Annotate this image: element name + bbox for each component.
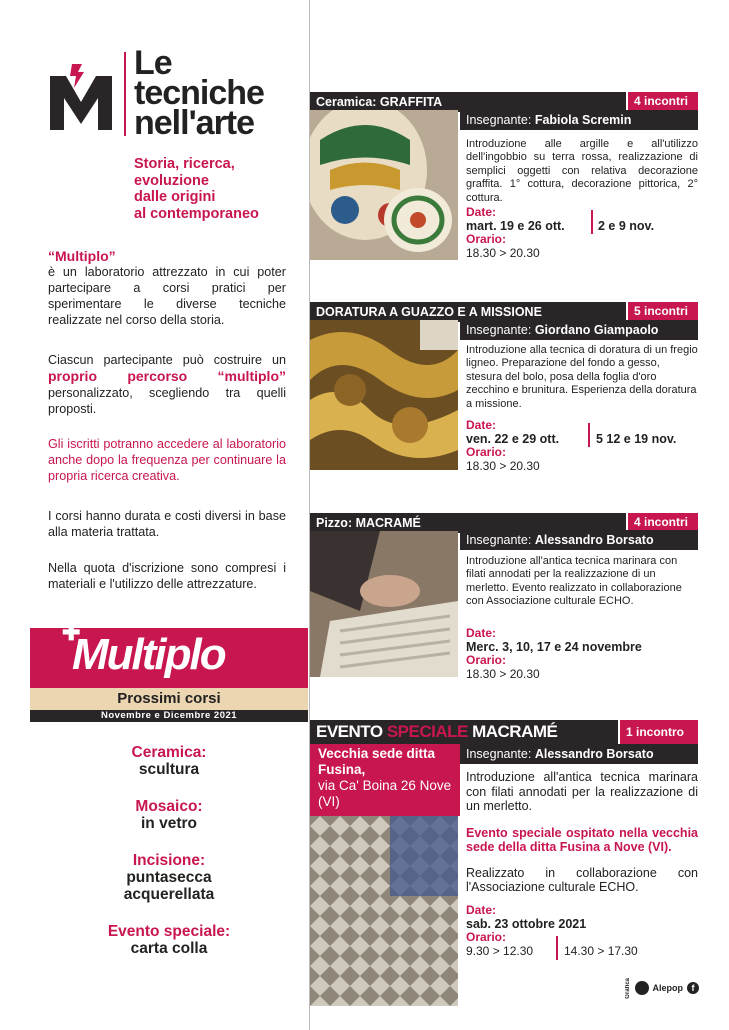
macrame-photo (310, 531, 458, 677)
course-description: Introduzione all'antica tecnica marinara con filati annodati per la realizzazione di un merletto. Evento realizzato in collaborazione con Associazione culturale ECHO. (466, 555, 682, 608)
course-time: 18.30 > 20.30 (466, 459, 540, 473)
event-date: sab. 23 ottobre 2021 (466, 917, 587, 931)
list-item: Incisione: puntasecca acquerellata (123, 852, 215, 903)
course-dates: ven. 22 e 29 ott. (466, 432, 560, 446)
course-title: Ceramica: GRAFFITA (310, 92, 626, 112)
intro-paragraph-3: Gli iscritti potranno accedere al laboratorio anche dopo la frequenza per continuare la propria ricerca creativa. (48, 437, 286, 483)
event-description-2: Realizzato in collaborazione con l'Associazione culturale ECHO. (466, 866, 698, 894)
next-courses-label: Prossimi corsi (30, 688, 308, 710)
date-label: Date: (466, 626, 497, 640)
course-title: Pizzo: MACRAMÉ (310, 513, 626, 533)
course-description: Introduzione alle argille e all'utilizzo dell'ingobbio su terra rossa, realizzazione di semplici oggetti con relativa decorazione graffita. 1° cottura, decorazione pittorica, 2° cottura. (466, 138, 698, 204)
doratura-photo (310, 320, 458, 470)
course-dates-2: 5 12 e 19 nov. (596, 432, 677, 446)
list-item: Ceramica: scultura (131, 744, 207, 778)
logo-subtitle: Storia, ricerca, evoluzione dalle origini al contemporaneo (134, 156, 259, 222)
ceramica-photo (310, 110, 458, 260)
course-time: 18.30 > 20.30 (466, 667, 540, 681)
time-label: Orario: (466, 445, 507, 459)
date-label: Date: (466, 418, 497, 432)
date-separator (591, 210, 593, 234)
event-macrame-photo (310, 816, 458, 1006)
course-sessions: 4 incontri (626, 92, 698, 110)
event-sessions: 1 incontro (618, 720, 698, 744)
event-time-2: 14.30 > 17.30 (564, 944, 638, 958)
course-dates: mart. 19 e 26 ott. (466, 219, 565, 233)
intro-paragraph-1: “Multiplo” è un laboratorio attrezzato in cui poter partecipare a corsi pratici per sperimentare le diverse tecniche realizzate nel corso della storia. (48, 248, 286, 327)
event-time-1: 9.30 > 12.30 (466, 944, 534, 958)
intro-paragraph-5: Nella quota d'iscrizione sono compresi i materiali e l'utilizzo delle attrezzature. (48, 561, 286, 591)
time-label: Orario: (466, 653, 507, 667)
course-time: 18.30 > 20.30 (466, 246, 540, 260)
intro-paragraph-2: Ciascun partecipante può costruire un proprio percorso “multiplo” personalizzato, scegliendo tra quelli proposti. (48, 353, 286, 416)
course-dates: Merc. 3, 10, 17 e 24 novembre (466, 640, 642, 654)
event-highlight: Evento speciale ospitato nella vecchia sede della ditta Fusina a Nove (VI). (466, 826, 698, 854)
brand-name: Alepop (652, 983, 683, 994)
event-teacher: Insegnante: Alessandro Borsato (460, 744, 698, 764)
graphic-label: Grafica (624, 978, 631, 999)
next-courses-list (30, 744, 308, 977)
logo-title: Le tecniche nell'arte (134, 44, 264, 142)
date-separator (588, 423, 590, 447)
event-description: Introduzione all'antica tecnica marinara con filati annodati per la realizzazione di un merletto. (466, 770, 698, 813)
event-title: EVENTO SPECIALE MACRAMÉ (310, 720, 618, 744)
course-title: DORATURA A GUAZZO E A MISSIONE (310, 302, 626, 322)
time-label: Orario: (466, 232, 507, 246)
course-teacher: Insegnante: Fabiola Scremin (460, 110, 698, 130)
course-teacher: Insegnante: Alessandro Borsato (460, 530, 698, 550)
time-separator (556, 936, 558, 960)
event-place: Vecchia sede ditta Fusina, via Ca' Boina 26 Nove (VI) (310, 744, 460, 816)
list-item: Mosaico: in vetro (135, 798, 203, 832)
course-description: Introduzione alla tecnica di doratura di un fregio ligneo. Preparazione del fondo a gesso, stesura del bolo, posa della foglia d'oro zecchino e brunitura. Esperienza della doratura a missione. (466, 344, 698, 410)
date-label: Date: (466, 205, 497, 219)
multiplo-logo-icon (48, 62, 114, 132)
course-teacher: Insegnante: Giordano Giampaolo (460, 320, 698, 340)
course-sessions: 5 incontri (626, 302, 698, 320)
course-dates-2: 2 e 9 nov. (598, 219, 655, 233)
time-label: Orario: (466, 930, 507, 944)
facebook-icon[interactable]: f (687, 982, 699, 994)
period-label: Novembre e Dicembre 2021 (30, 710, 308, 722)
logo-divider (124, 52, 126, 136)
footer-credit (625, 978, 700, 999)
multiplo-wordmark: Multiplo (72, 630, 225, 679)
date-label: Date: (466, 903, 497, 917)
bee-icon (635, 981, 649, 995)
spark-icon: ✚ (62, 620, 81, 645)
intro-paragraph-4: I corsi hanno durata e costi diversi in base alla materia trattata. (48, 509, 286, 539)
list-item: Evento speciale: carta colla (107, 923, 231, 957)
course-sessions: 4 incontri (626, 513, 698, 531)
